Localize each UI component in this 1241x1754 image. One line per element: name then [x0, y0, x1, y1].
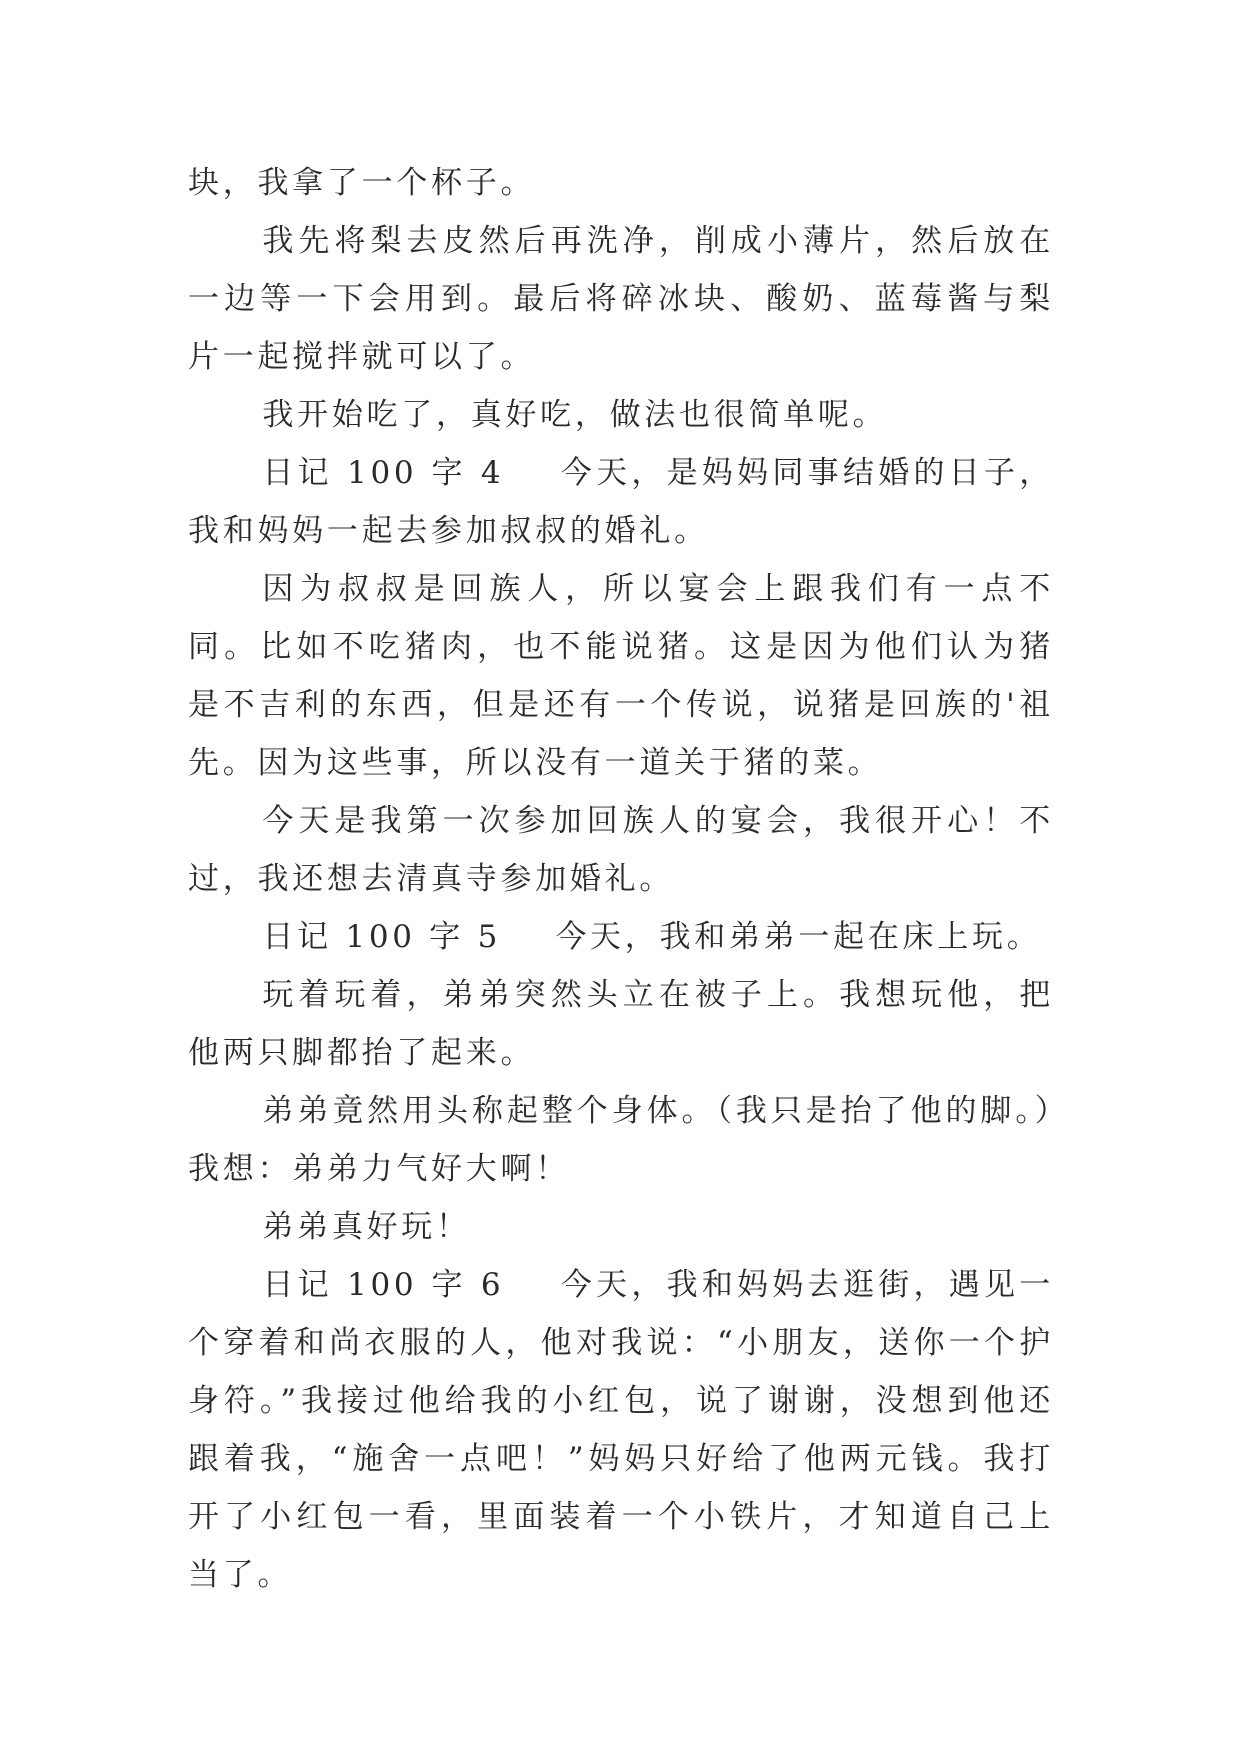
document-body	[188, 154, 1054, 1604]
paragraph-3: 我开始吃了，真好吃，做法也很简单呢。	[262, 397, 888, 433]
paragraph-11: 日记 100 字 6 今天，我和妈妈去逛街，遇见一个穿着和尚衣服的人，他对我说：“小朋友，送你一个护身符。”我接过他给我的小红包，说了谢谢，没想到他还跟着我，“施舍一点吧！”妈妈只好给了他两元钱。我打开了小红包一看，里面装着一个小铁片，才知道自己上当了。	[188, 1267, 1054, 1593]
paragraph-4: 日记 100 字 4 今天，是妈妈同事结婚的日子，我和妈妈一起去参加叔叔的婚礼。	[188, 455, 1054, 549]
paragraph-1: 块，我拿了一个杯子。	[188, 165, 536, 201]
paragraph-8: 玩着玩着，弟弟突然头立在被子上。我想玩他，把他两只脚都抬了起来。	[188, 977, 1054, 1071]
paragraph-6: 今天是我第一次参加回族人的宴会，我很开心！不过，我还想去清真寺参加婚礼。	[188, 803, 1054, 897]
paragraph-7: 日记 100 字 5 今天，我和弟弟一起在床上玩。	[262, 919, 1042, 955]
paragraph-5: 因为叔叔是回族人，所以宴会上跟我们有一点不同。比如不吃猪肉，也不能说猪。这是因为他们认为猪是不吉利的东西，但是还有一个传说，说猪是回族的'祖先。因为这些事，所以没有一道关于猪的菜。	[188, 571, 1054, 781]
paragraph-9: 弟弟竟然用头称起整个身体。（我只是抬了他的脚。）我想：弟弟力气好大啊！	[188, 1093, 1054, 1187]
paragraph-10: 弟弟真好玩！	[262, 1209, 471, 1245]
paragraph-2: 我先将梨去皮然后再洗净，削成小薄片，然后放在一边等一下会用到。最后将碎冰块、酸奶、蓝莓酱与梨片一起搅拌就可以了。	[188, 223, 1054, 375]
